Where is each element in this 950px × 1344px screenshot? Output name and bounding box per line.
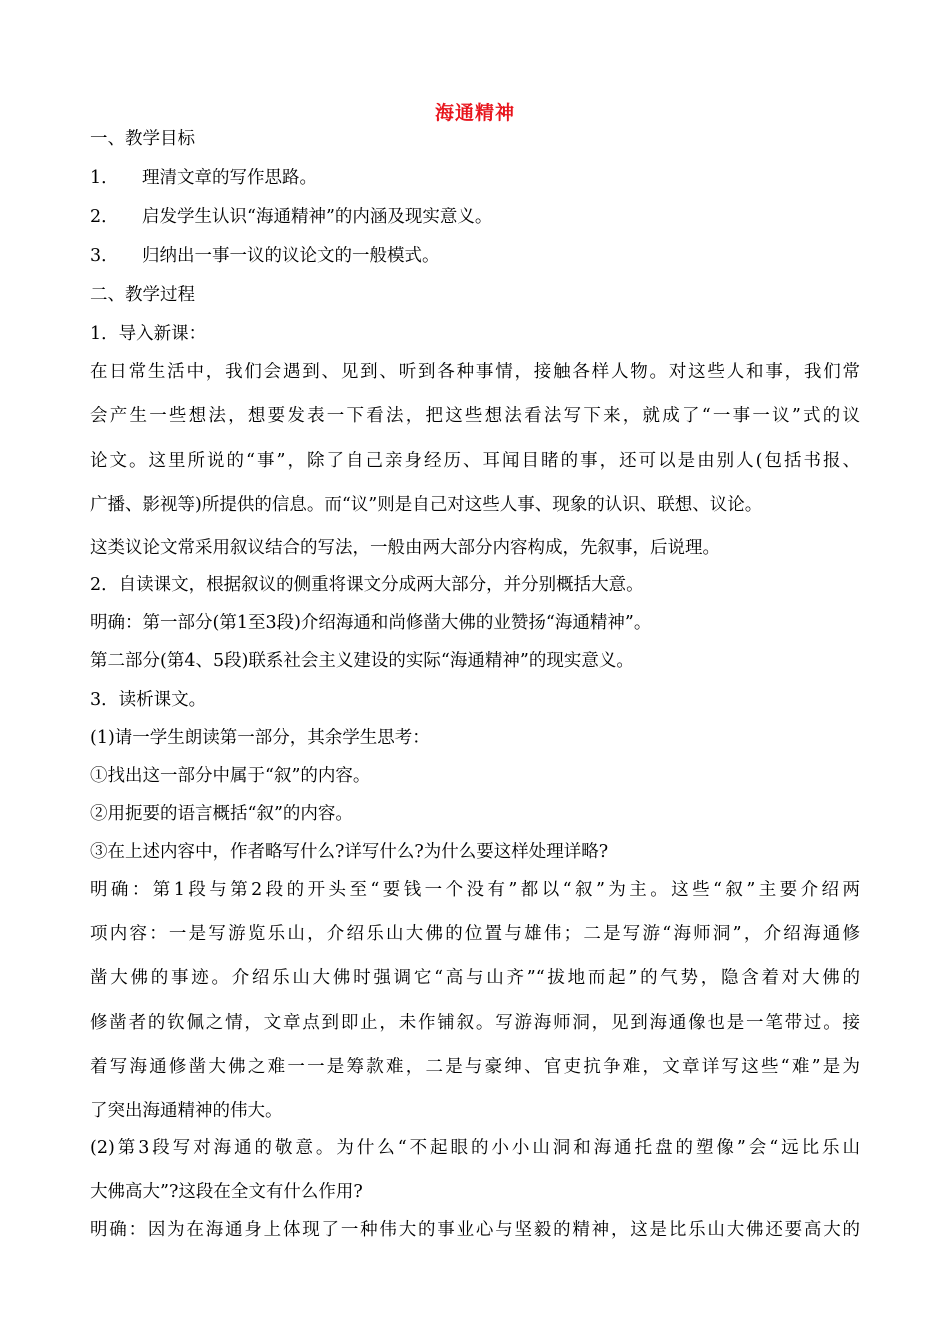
question-1-item: ③在上述内容中，作者略写什么?详写什么?为什么要这样处理详略?: [90, 842, 609, 862]
question-1-item: ①找出这一部分中属于“叙”的内容。: [90, 766, 371, 786]
question-2-line: 大佛高大”?这段在全文有什么作用?: [90, 1182, 363, 1202]
page-title: 海通精神: [434, 102, 515, 124]
section-heading-process: 二、教学过程: [90, 285, 195, 305]
section-heading-goals: 一、教学目标: [90, 129, 195, 149]
answer-line: 明确：因为在海通身上体现了一种伟大的事业心与坚毅的精神，这是比乐山大佛还要高大的: [90, 1220, 860, 1240]
intro-paragraph-line: 广播、影视等)所提供的信息。而“议”则是自己对这些人事、现象的认识、联想、议论。: [90, 495, 763, 515]
intro-paragraph-line: 在日常生活中，我们会遇到、见到、听到各种事情，接触各样人物。对这些人和事，我们常: [90, 362, 860, 382]
answer-line: 着写海通修凿大佛之难一一是筹款难，二是与豪绅、官吏抗争难，文章详写这些“难”是为: [90, 1057, 860, 1077]
intro-paragraph-line: 会产生一些想法，想要发表一下看法，把这些想法看法写下来，就成了“一事一议”式的议: [90, 406, 860, 426]
answer-line: 修凿者的钦佩之情，文章点到即止，未作铺叙。写游海师洞，见到海通像也是一笔带过。接: [90, 1013, 860, 1033]
goal-item-2: [90, 206, 492, 228]
step-heading-1: 1．导入新课：: [90, 324, 207, 344]
step-heading-2: 2．自读课文，根据叙议的侧重将课文分成两大部分，并分别概括大意。: [90, 575, 644, 595]
answer-line: 了突出海通精神的伟大。: [90, 1101, 283, 1121]
goal-number: 2．: [90, 207, 119, 227]
answer-line: 明确：第一部分(第1至3段)介绍海通和尚修凿大佛的业赞扬“海通精神”。: [90, 613, 652, 633]
answer-line: 项内容：一是写游览乐山，介绍乐山大佛的位置与雄伟；二是写游“海师洞”，介绍海通修: [90, 924, 860, 944]
question-1-item: ②用扼要的语言概括“叙”的内容。: [90, 804, 353, 824]
intro-paragraph-line: 论文。这里所说的“事”，除了自己亲身经历、耳闻目睹的事，还可以是由别人(包括书报、: [90, 451, 860, 471]
goal-item-1: [90, 167, 317, 189]
question-2-line: (2)第3段写对海通的敬意。为什么“不起眼的小小山洞和海通托盘的塑像”会“远比乐山: [90, 1138, 860, 1158]
question-1: (1)请一学生朗读第一部分，其余学生思考：: [90, 728, 430, 748]
answer-line: 第二部分(第4、5段)联系社会主义建设的实际“海通精神”的现实意义。: [90, 651, 634, 671]
goal-number: 3．: [90, 246, 119, 266]
step-heading-3: 3．读析课文。: [90, 690, 207, 710]
goal-item-3: [90, 245, 440, 267]
answer-line: 凿大佛的事迹。介绍乐山大佛时强调它“高与山齐”“拔地而起”的气势，隐含着对大佛的: [90, 968, 860, 988]
intro-paragraph-line: 这类议论文常采用叙议结合的写法，一般由两大部分内容构成，先叙事，后说理。: [90, 538, 720, 558]
goal-text: 理清文章的写作思路。: [142, 168, 317, 188]
goal-number: 1．: [90, 168, 119, 188]
goal-text: 归纳出一事一议的议论文的一般模式。: [142, 246, 440, 266]
answer-line: 明确：第1段与第2段的开头至“要钱一个没有”都以“叙”为主。这些“叙”主要介绍两: [90, 880, 860, 900]
goal-text: 启发学生认识“海通精神”的内涵及现实意义。: [142, 207, 493, 227]
